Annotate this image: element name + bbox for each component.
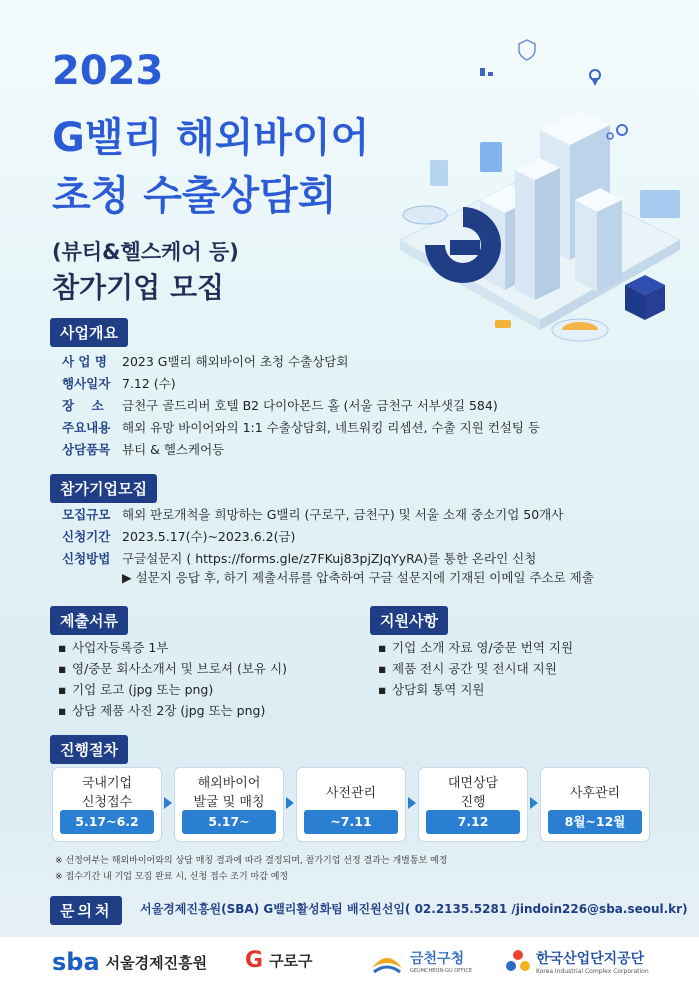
guro-logo xyxy=(245,948,313,973)
list-item: ▪ 상담회 통역 지원 xyxy=(378,682,485,697)
arrow-icon xyxy=(286,797,294,809)
geumcheon-logo xyxy=(370,948,472,974)
list-item: ▪ 사업자등록증 1부 xyxy=(58,640,169,655)
overview-row: 사 업 명 2023 G밸리 해외바이어 초청 수출상담회 xyxy=(62,354,349,369)
overview-row: 상담품목 뷰티 & 헬스케어등 xyxy=(62,442,225,457)
section-recruitment-title: 참가기업모집 xyxy=(50,474,157,503)
section-overview-title: 사업개요 xyxy=(50,318,128,347)
process-step-5: 사후관리 8월~12월 xyxy=(540,767,650,842)
sba-mark: sba xyxy=(52,948,100,976)
process-step-4: 대면상담 진행 7.12 xyxy=(418,767,528,842)
kicox-logo xyxy=(505,948,649,975)
recruitment-row: 신청기간 2023.5.17(수)~2023.6.2(금) xyxy=(62,529,296,544)
title-line-3: 초청 수출상담회 xyxy=(52,173,337,219)
title-year: 2023 xyxy=(52,48,164,94)
sba-logo xyxy=(52,948,207,976)
section-process-title: 진행절차 xyxy=(50,735,128,764)
smart-city-illustration xyxy=(340,30,690,375)
arrow-icon xyxy=(408,797,416,809)
note-text: ※ 선정여부는 해외바이어와의 상담 매칭 결과에 따라 결정되며, 참가기업 선정 결과는 개별통보 예정 xyxy=(55,856,448,866)
title-line-2: G밸리 해외바이어 xyxy=(52,115,370,161)
kicox-emblem-icon xyxy=(505,949,531,975)
process-step-3: 사전관리 ~7.11 xyxy=(296,767,406,842)
overview-row: 장 소 금천구 골드리버 호텔 B2 다이아몬드 홀 (서울 금천구 서부샛길 584) xyxy=(62,398,498,413)
overview-row: 주요내용 해외 유망 바이어와의 1:1 수출상담회, 네트워킹 리셉션, 수출 지원 컨설팅 등 xyxy=(62,420,540,435)
list-item: ▪ 상담 제품 사진 2장 (jpg 또는 png) xyxy=(58,703,266,718)
geumcheon-emblem-icon xyxy=(370,948,404,974)
overview-row: 행사일자 7.12 (수) xyxy=(62,376,176,391)
kicox-sub: Korea Industrial Complex Corporation xyxy=(536,968,649,975)
note-text: ※ 접수기간 내 기업 모집 완료 시, 신청 접수 조기 마감 예정 xyxy=(55,872,289,882)
sba-name: 서울경제진흥원 xyxy=(105,953,208,972)
recruitment-note: ▶ 설문지 응답 후, 하기 제출서류를 압축하여 구글 설문지에 기재된 이메일 주소로 제출 xyxy=(122,570,594,585)
section-support-title: 지원사항 xyxy=(370,606,448,635)
recruitment-row: 신청방법 구글설문지 ( https://forms.gle/z7FKuj83pjZJqYyRA)를 통한 온라인 신청 xyxy=(62,551,537,566)
arrow-icon xyxy=(530,797,538,809)
process-step-2: 해외바이어 발굴 및 매칭 5.17~ xyxy=(174,767,284,842)
subtitle-recruit: 참가기업 모집 xyxy=(52,271,225,304)
list-item: ▪ 기업 로고 (jpg 또는 png) xyxy=(58,682,214,697)
subtitle-category: (뷰티&헬스케어 등) xyxy=(52,240,239,264)
guro-mark: G xyxy=(245,948,264,973)
list-item: ▪ 제품 전시 공간 및 전시대 지원 xyxy=(378,661,557,676)
guro-name: 구로구 xyxy=(269,952,313,970)
contact-label: 문의처 xyxy=(50,896,122,925)
documents-list xyxy=(58,637,287,721)
survey-link-text[interactable]: 구글설문지 ( https://forms.gle/z7FKuj83pjZJqYyRA)를 통한 온라인 신청 xyxy=(122,551,537,566)
recruitment-row: 모집규모 해외 판로개척을 희망하는 G밸리 (구로구, 금천구) 및 서울 소재 중소기업 50개사 xyxy=(62,507,564,522)
geumcheon-sub: GEUMCHEON-GU OFFICE xyxy=(410,968,473,974)
kicox-name: 한국산업단지공단 xyxy=(536,951,645,967)
list-item: ▪ 기업 소개 자료 영/중문 번역 지원 xyxy=(378,640,574,655)
contact-info: 서울경제진흥원(SBA) G밸리활성화팀 배진원선임( 02.2135.5281 /jindoin226@sba.seoul.kr) xyxy=(140,902,688,916)
arrow-icon xyxy=(164,797,172,809)
support-list xyxy=(378,637,573,700)
list-item: ▪ 영/중문 회사소개서 및 브로셔 (보유 시) xyxy=(58,661,287,676)
section-documents-title: 제출서류 xyxy=(50,606,128,635)
process-step-1: 국내기업 신청접수 5.17~6.2 xyxy=(52,767,162,842)
geumcheon-name: 금천구청 xyxy=(410,951,465,967)
